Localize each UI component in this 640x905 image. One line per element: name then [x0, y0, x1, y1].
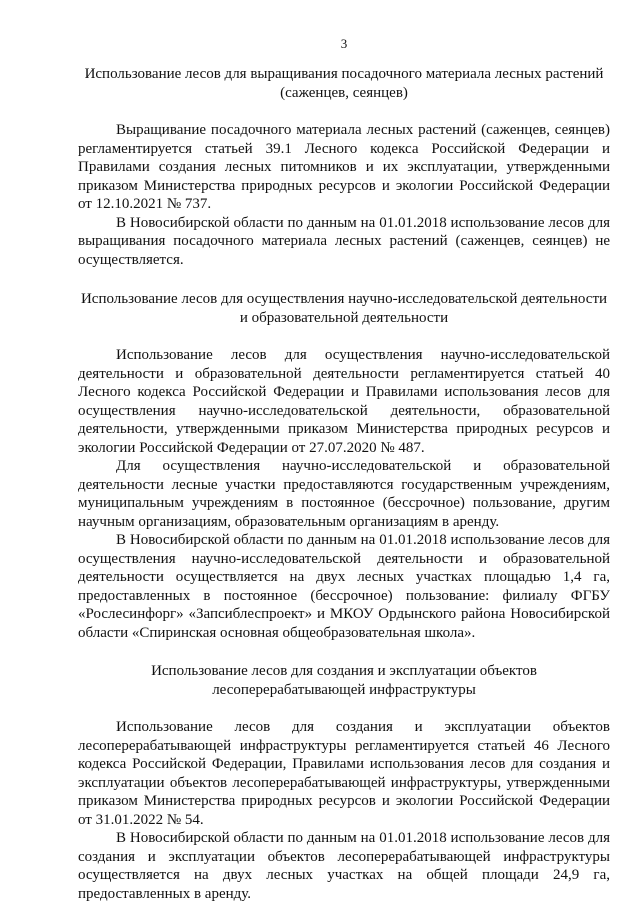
page-number: 3 [340, 36, 348, 51]
paragraph: Для осуществления научно-исследовательской и образовательной деятельности лесные участки предоставляются государственным учреждениям, муниципальным учреждениям в постоянное (бессрочное) пользование, другим научным организациям, образовательным организациям в аренду. [78, 458, 610, 530]
section-seedling-cultivation [78, 65, 610, 269]
paragraph: В Новосибирской области по данным на 01.01.2018 использование лесов для осуществления научно-исследовательской деятельности и образовательной деятельности осуществляется на двух лесных участках площадью 1,4 га, предоставленных в постоянное (бессрочное) пользование: филиалу ФГБУ «Рослесинфорг» «Запсиблеспроект» и МКОУ Ордынского района Новосибирской области «Спиринская основная общеобразовательная школа». [78, 532, 610, 641]
section-heading: Использование лесов для осуществления научно-исследовательской деятельности и образовательной деятельности [80, 291, 608, 326]
section-heading: Использование лесов для создания и эксплуатации объектов лесоперерабатывающей инфраструктуры [151, 663, 537, 698]
paragraph: В Новосибирской области по данным на 01.01.2018 использование лесов для создания и эксплуатации объектов лесоперерабатывающей инфраструктуры осуществляется на двух лесных участках на общей площади 24,9 га, предоставленных в аренду. [78, 830, 610, 902]
section-wood-processing-infrastructure [78, 662, 610, 903]
paragraph: Использование лесов для осуществления научно-исследовательской деятельности и образовательной деятельности регламентируется статьей 40 Лесного кодекса Российской Федерации и Правилами использования лесов для осуществления научно-исследовательской деятельности, образовательной деятельности, утвержденными приказом Министерства природных ресурсов и экологии Российской Федерации от 27.07.2020 № 487. [78, 347, 610, 456]
document-page [78, 36, 610, 903]
section-heading: Использование лесов для выращивания посадочного материала лесных растений (саженцев, сеянцев) [84, 66, 604, 101]
paragraph: Выращивание посадочного материала лесных растений (саженцев, сеянцев) регламентируется статьей 39.1 Лесного кодекса Российской Федерации и Правилами создания лесных питомников и их эксплуатации, утвержденными приказом Министерства природных ресурсов и экологии Российской Федерации от 12.10.2021 № 737. [78, 122, 610, 212]
paragraph: В Новосибирской области по данным на 01.01.2018 использование лесов для выращивания посадочного материала лесных растений (саженцев, сеянцев) не осуществляется. [78, 214, 610, 268]
section-research-education [78, 290, 610, 642]
paragraph: Использование лесов для создания и эксплуатации объектов лесоперерабатывающей инфраструктуры регламентируется статьей 46 Лесного кодекса Российской Федерации, Правилами использования лесов для создания и эксплуатации объектов лесоперерабатывающей инфраструктуры, утвержденными приказом Министерства природных ресурсов и экологии Российской Федерации от 31.01.2022 № 54. [78, 719, 610, 828]
